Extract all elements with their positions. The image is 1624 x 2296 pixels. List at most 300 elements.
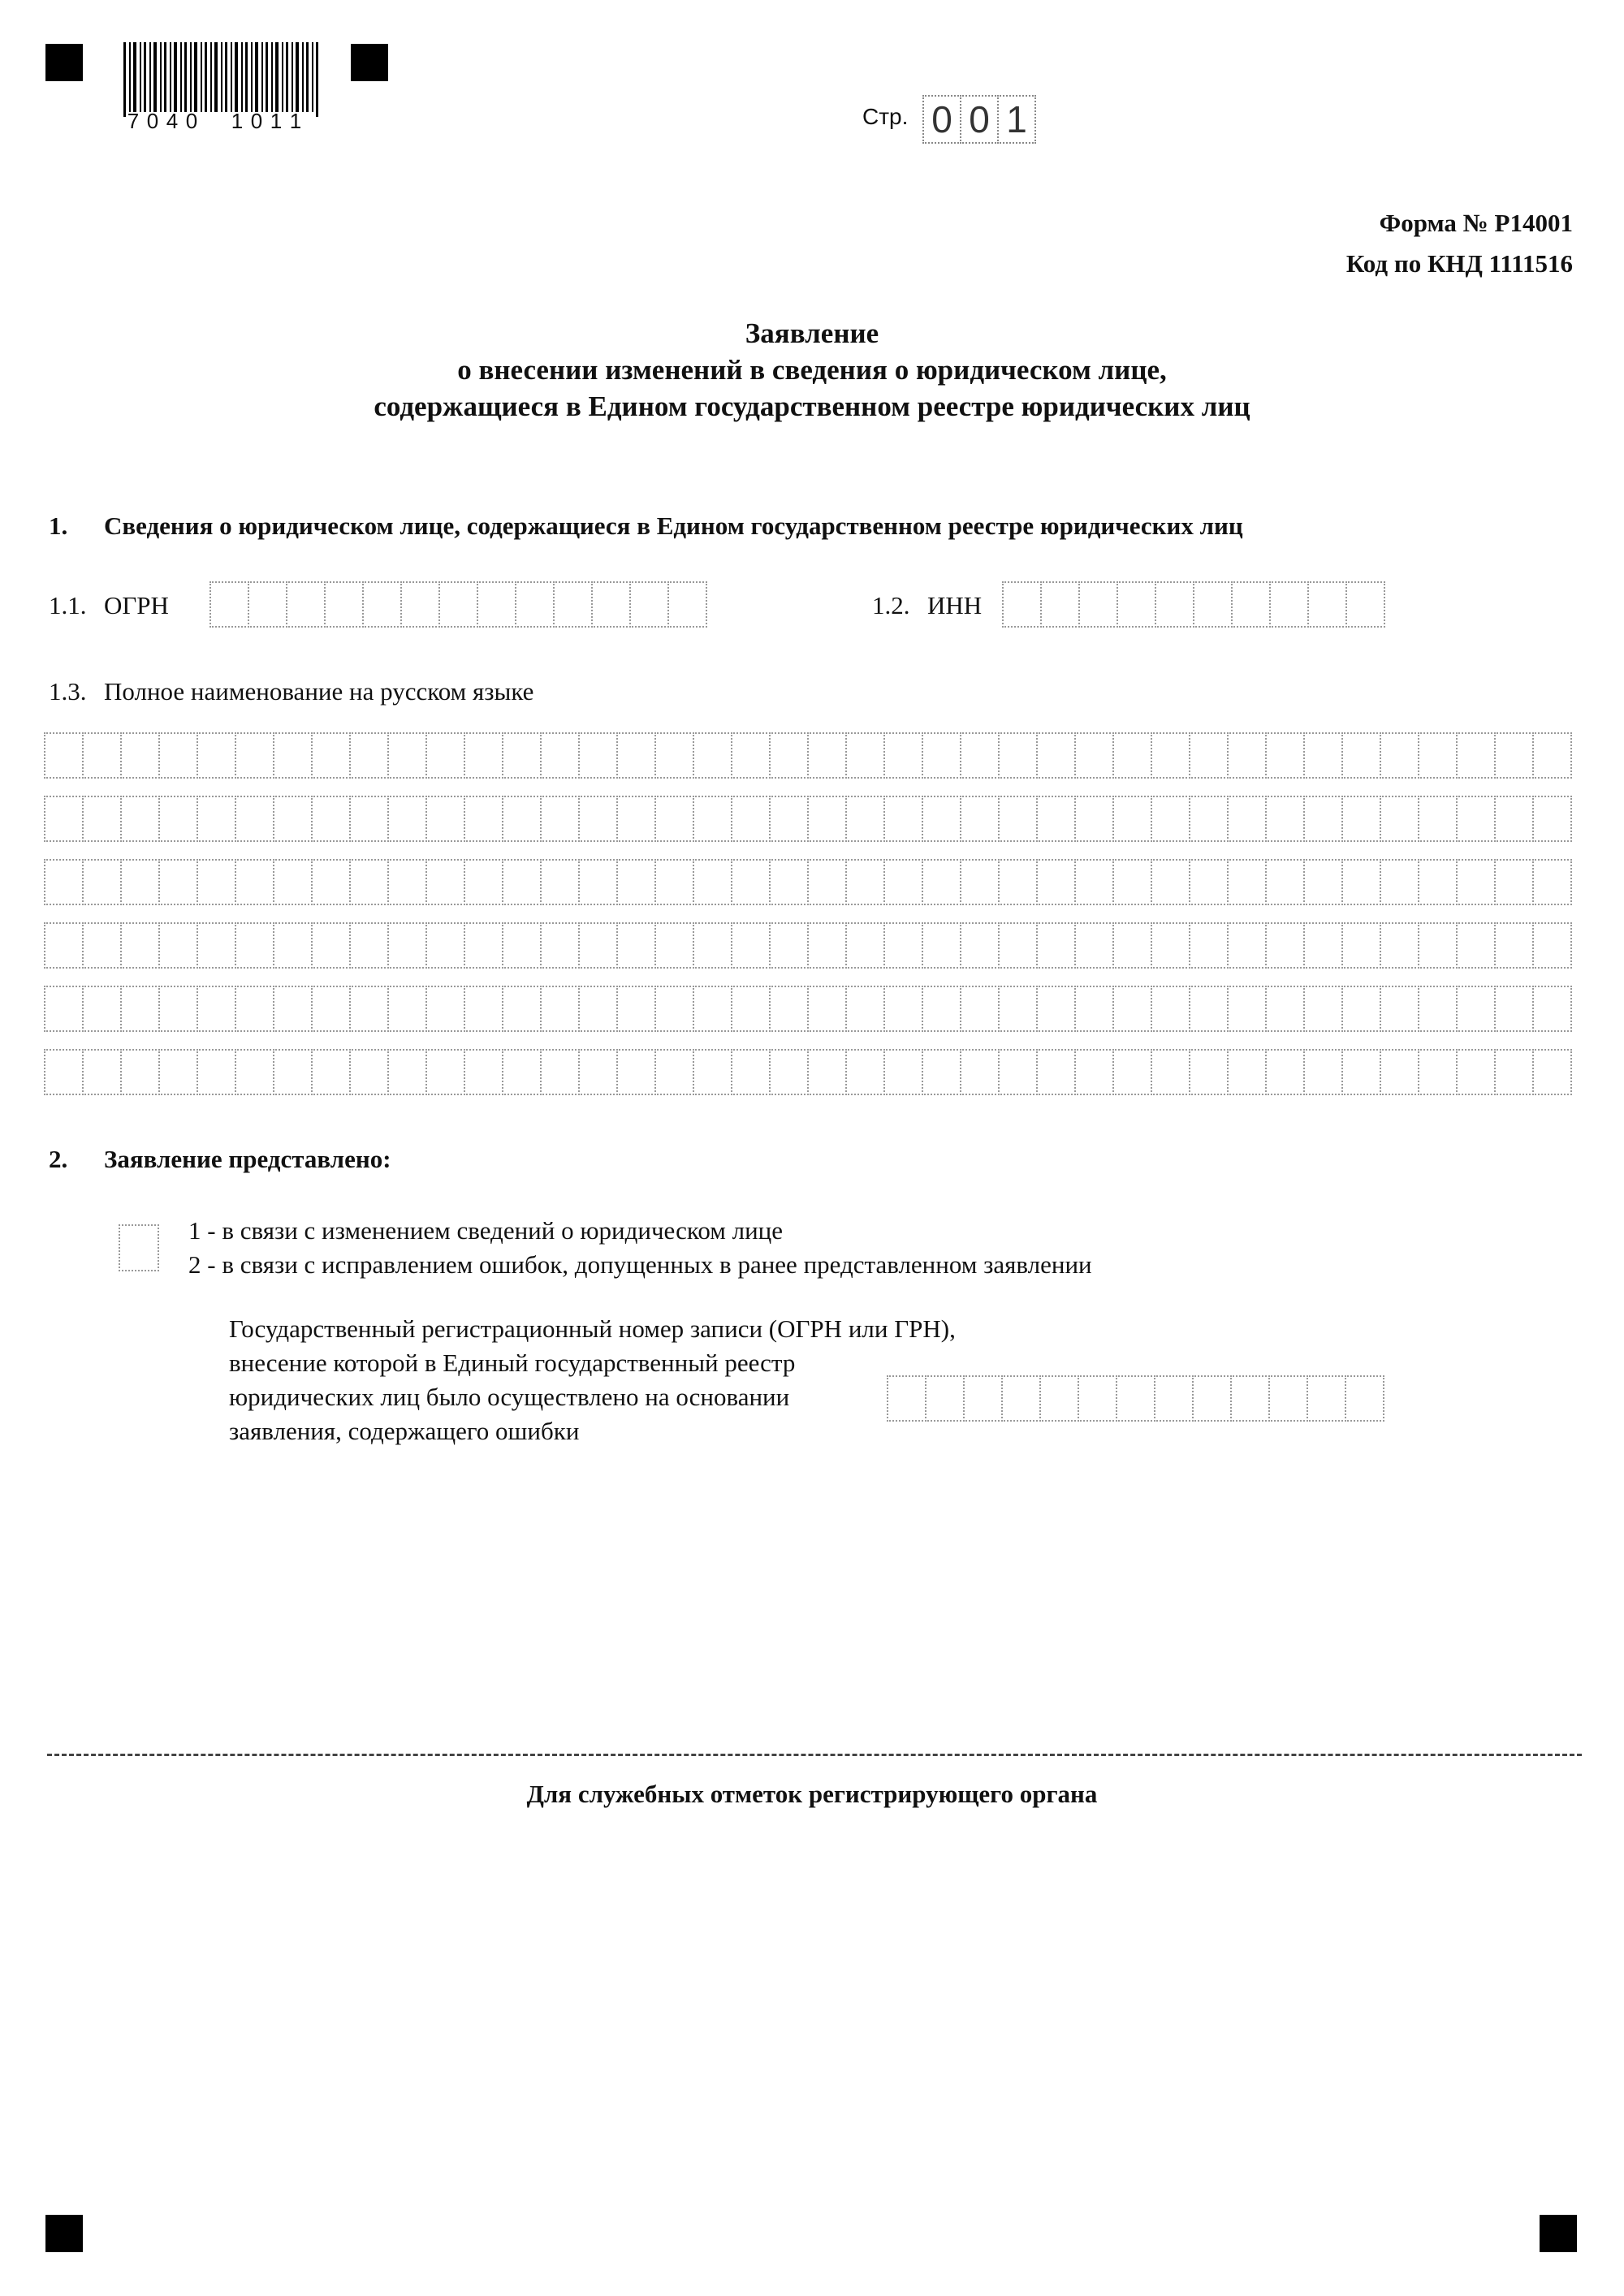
ogrn-cell[interactable] <box>629 581 669 628</box>
full-name-cell[interactable] <box>1532 922 1572 969</box>
ogrn-cell[interactable] <box>591 581 631 628</box>
full-name-cell[interactable] <box>158 732 198 779</box>
full-name-cell[interactable] <box>807 796 847 842</box>
full-name-cell[interactable] <box>235 796 274 842</box>
full-name-cell[interactable] <box>654 922 694 969</box>
full-name-cell[interactable] <box>998 732 1038 779</box>
full-name-cell[interactable] <box>425 859 465 905</box>
full-name-cell[interactable] <box>349 859 389 905</box>
ogrn-cell[interactable] <box>553 581 593 628</box>
full-name-cell[interactable] <box>807 1049 847 1095</box>
full-name-cell[interactable] <box>1227 796 1267 842</box>
full-name-cell[interactable] <box>464 859 503 905</box>
full-name-cell[interactable] <box>1380 732 1419 779</box>
full-name-cell[interactable] <box>387 732 427 779</box>
inn-cell[interactable] <box>1155 581 1194 628</box>
full-name-cell[interactable] <box>387 1049 427 1095</box>
full-name-cell[interactable] <box>1456 859 1496 905</box>
full-name-cell[interactable] <box>540 796 580 842</box>
section-1-heading: Сведения о юридическом лице, содержащиеся в Едином государственном реестре юридических лиц <box>104 511 1243 540</box>
ogrn-cell[interactable] <box>477 581 516 628</box>
full-name-cell[interactable] <box>922 1049 961 1095</box>
inn-cell[interactable] <box>1345 581 1385 628</box>
full-name-cell[interactable] <box>1380 859 1419 905</box>
full-name-cell[interactable] <box>1341 986 1381 1032</box>
full-name-cell[interactable] <box>1189 986 1229 1032</box>
full-name-cell[interactable] <box>1189 732 1229 779</box>
full-name-cell[interactable] <box>502 1049 542 1095</box>
full-name-cell[interactable] <box>1227 1049 1267 1095</box>
full-name-cell[interactable] <box>1456 1049 1496 1095</box>
full-name-cell[interactable] <box>349 732 389 779</box>
page-number-cells <box>922 95 1034 144</box>
grn-cell[interactable] <box>1078 1375 1117 1422</box>
ogrn-cell[interactable] <box>248 581 287 628</box>
full-name-cell[interactable] <box>922 796 961 842</box>
full-name-cell[interactable] <box>387 859 427 905</box>
full-name-cell[interactable] <box>1418 922 1458 969</box>
barcode-digit: 0 <box>185 109 198 133</box>
full-name-cell[interactable] <box>425 922 465 969</box>
full-name-cell[interactable] <box>693 732 732 779</box>
full-name-cell[interactable] <box>1265 922 1305 969</box>
full-name-cell[interactable] <box>1112 1049 1152 1095</box>
full-name-cell[interactable] <box>616 986 656 1032</box>
grn-cell[interactable] <box>925 1375 965 1422</box>
full-name-cell[interactable] <box>349 1049 389 1095</box>
full-name-label: Полное наименование на русском языке <box>104 677 534 706</box>
full-name-cell[interactable] <box>922 859 961 905</box>
full-name-cell[interactable] <box>1151 732 1190 779</box>
full-name-cell[interactable] <box>960 796 1000 842</box>
full-name-cell[interactable] <box>1532 859 1572 905</box>
full-name-row[interactable] <box>44 796 1570 842</box>
full-name-cell[interactable] <box>120 986 160 1032</box>
ogrn-cell[interactable] <box>667 581 707 628</box>
full-name-cell[interactable] <box>158 986 198 1032</box>
ogrn-input-cells[interactable] <box>209 581 706 628</box>
full-name-cell[interactable] <box>273 986 313 1032</box>
full-name-cell[interactable] <box>1341 1049 1381 1095</box>
full-name-cell[interactable] <box>883 986 923 1032</box>
full-name-cell[interactable] <box>1112 986 1152 1032</box>
full-name-cell[interactable] <box>731 1049 771 1095</box>
full-name-cell[interactable] <box>540 732 580 779</box>
full-name-cell[interactable] <box>616 922 656 969</box>
full-name-cell[interactable] <box>807 859 847 905</box>
full-name-row[interactable] <box>44 732 1570 779</box>
full-name-cell[interactable] <box>1303 732 1343 779</box>
full-name-cell[interactable] <box>44 1049 84 1095</box>
full-name-cell[interactable] <box>235 732 274 779</box>
full-name-cell[interactable] <box>44 796 84 842</box>
full-name-cell[interactable] <box>540 859 580 905</box>
full-name-cell[interactable] <box>922 922 961 969</box>
full-name-cell[interactable] <box>1036 986 1076 1032</box>
full-name-cell[interactable] <box>1036 922 1076 969</box>
full-name-cell[interactable] <box>998 859 1038 905</box>
full-name-cell[interactable] <box>311 986 351 1032</box>
full-name-cell[interactable] <box>1303 922 1343 969</box>
full-name-cell[interactable] <box>1456 986 1496 1032</box>
full-name-row[interactable] <box>44 922 1570 969</box>
full-name-cell[interactable] <box>235 986 274 1032</box>
full-name-cell[interactable] <box>387 986 427 1032</box>
full-name-cell[interactable] <box>425 986 465 1032</box>
full-name-cell[interactable] <box>158 796 198 842</box>
full-name-cell[interactable] <box>922 732 961 779</box>
full-name-cell[interactable] <box>1036 859 1076 905</box>
submission-reason-checkbox[interactable] <box>119 1224 159 1271</box>
full-name-cell[interactable] <box>120 922 160 969</box>
full-name-cell[interactable] <box>387 922 427 969</box>
full-name-cell[interactable] <box>845 1049 885 1095</box>
full-name-cell[interactable] <box>883 732 923 779</box>
full-name-cell[interactable] <box>883 922 923 969</box>
inn-cell[interactable] <box>1307 581 1347 628</box>
full-name-cell[interactable] <box>1494 986 1534 1032</box>
full-name-cell[interactable] <box>845 859 885 905</box>
full-name-cell[interactable] <box>1189 796 1229 842</box>
inn-input-cells[interactable] <box>1002 581 1384 628</box>
grn-cell[interactable] <box>1116 1375 1155 1422</box>
full-name-cell[interactable] <box>769 922 809 969</box>
grn-input-cells[interactable] <box>887 1375 1383 1422</box>
full-name-cell[interactable] <box>845 922 885 969</box>
full-name-cell[interactable] <box>731 732 771 779</box>
full-name-cell[interactable] <box>1189 1049 1229 1095</box>
full-name-cell[interactable] <box>1036 796 1076 842</box>
full-name-cell[interactable] <box>44 859 84 905</box>
full-name-cell[interactable] <box>120 859 160 905</box>
full-name-cell[interactable] <box>845 732 885 779</box>
inn-cell[interactable] <box>1231 581 1271 628</box>
full-name-cell[interactable] <box>1303 1049 1343 1095</box>
full-name-cell[interactable] <box>1227 859 1267 905</box>
ogrn-number: 1.1. <box>49 591 87 619</box>
full-name-cell[interactable] <box>82 1049 122 1095</box>
full-name-cell[interactable] <box>1494 922 1534 969</box>
full-name-cell[interactable] <box>731 796 771 842</box>
full-name-cell[interactable] <box>1189 922 1229 969</box>
full-name-cell[interactable] <box>197 922 236 969</box>
full-name-cell[interactable] <box>387 796 427 842</box>
reason-option-2: 2 - в связи с исправлением ошибок, допущенных в ранее представленном заявлении <box>188 1250 1092 1279</box>
full-name-cell[interactable] <box>311 859 351 905</box>
full-name-cell[interactable] <box>616 732 656 779</box>
full-name-cell[interactable] <box>998 922 1038 969</box>
full-name-cell[interactable] <box>1494 1049 1534 1095</box>
full-name-cell[interactable] <box>1418 732 1458 779</box>
full-name-cell[interactable] <box>1380 986 1419 1032</box>
full-name-cell[interactable] <box>273 859 313 905</box>
grn-cell[interactable] <box>1001 1375 1041 1422</box>
full-name-cell[interactable] <box>1418 796 1458 842</box>
full-name-cell[interactable] <box>425 732 465 779</box>
full-name-cell[interactable] <box>1494 796 1534 842</box>
full-name-cell[interactable] <box>807 986 847 1032</box>
full-name-cell[interactable] <box>235 1049 274 1095</box>
inn-cell[interactable] <box>1269 581 1309 628</box>
full-name-cell[interactable] <box>1151 1049 1190 1095</box>
title-line-1: Заявление <box>745 317 879 349</box>
full-name-cell[interactable] <box>1265 796 1305 842</box>
full-name-cell[interactable] <box>845 796 885 842</box>
full-name-cell[interactable] <box>960 732 1000 779</box>
full-name-cell[interactable] <box>197 732 236 779</box>
full-name-cell[interactable] <box>654 859 694 905</box>
full-name-cell[interactable] <box>1418 859 1458 905</box>
full-name-cell[interactable] <box>960 986 1000 1032</box>
full-name-cell[interactable] <box>1112 796 1152 842</box>
page-number-label: Стр. <box>862 104 909 129</box>
grn-cell[interactable] <box>1039 1375 1079 1422</box>
full-name-cell[interactable] <box>273 1049 313 1095</box>
full-name-cell[interactable] <box>1074 796 1114 842</box>
inn-cell[interactable] <box>1002 581 1042 628</box>
grn-cell[interactable] <box>887 1375 926 1422</box>
full-name-cell[interactable] <box>197 986 236 1032</box>
full-name-cell[interactable] <box>1418 1049 1458 1095</box>
full-name-cell[interactable] <box>540 922 580 969</box>
full-name-cell[interactable] <box>1494 732 1534 779</box>
full-name-cell[interactable] <box>1380 1049 1419 1095</box>
cut-line-divider <box>47 1754 1582 1756</box>
full-name-cell[interactable] <box>1303 859 1343 905</box>
full-name-cell[interactable] <box>502 859 542 905</box>
full-name-cell[interactable] <box>1074 986 1114 1032</box>
full-name-cell[interactable] <box>1494 859 1534 905</box>
full-name-row[interactable] <box>44 986 1570 1032</box>
full-name-cell[interactable] <box>1074 922 1114 969</box>
full-name-cell[interactable] <box>769 796 809 842</box>
full-name-cell[interactable] <box>998 986 1038 1032</box>
full-name-cell[interactable] <box>769 859 809 905</box>
full-name-cell[interactable] <box>82 922 122 969</box>
full-name-cell[interactable] <box>235 922 274 969</box>
full-name-cell[interactable] <box>82 732 122 779</box>
full-name-cell[interactable] <box>845 986 885 1032</box>
grn-cell[interactable] <box>1192 1375 1232 1422</box>
full-name-cell[interactable] <box>731 859 771 905</box>
full-name-cell[interactable] <box>693 859 732 905</box>
full-name-cell[interactable] <box>578 1049 618 1095</box>
inn-cell[interactable] <box>1078 581 1118 628</box>
full-name-cell[interactable] <box>1227 986 1267 1032</box>
full-name-cell[interactable] <box>616 859 656 905</box>
full-name-cell[interactable] <box>960 859 1000 905</box>
grn-cell[interactable] <box>1307 1375 1346 1422</box>
full-name-cell[interactable] <box>654 796 694 842</box>
full-name-cell[interactable] <box>502 796 542 842</box>
section-2-heading: Заявление представлено: <box>104 1145 391 1173</box>
full-name-cell[interactable] <box>1189 859 1229 905</box>
full-name-cell[interactable] <box>654 732 694 779</box>
full-name-cell[interactable] <box>540 1049 580 1095</box>
full-name-cell[interactable] <box>960 922 1000 969</box>
full-name-cell[interactable] <box>616 796 656 842</box>
inn-cell[interactable] <box>1116 581 1156 628</box>
full-name-cell[interactable] <box>1532 986 1572 1032</box>
ogrn-cell[interactable] <box>515 581 555 628</box>
full-name-cell[interactable] <box>731 986 771 1032</box>
inn-cell[interactable] <box>1040 581 1080 628</box>
full-name-cell[interactable] <box>1456 732 1496 779</box>
full-name-cell[interactable] <box>1227 732 1267 779</box>
full-name-cell[interactable] <box>998 1049 1038 1095</box>
full-name-row[interactable] <box>44 859 1570 905</box>
full-name-cell[interactable] <box>464 1049 503 1095</box>
full-name-cell[interactable] <box>44 732 84 779</box>
full-name-cell[interactable] <box>1265 732 1305 779</box>
full-name-cell[interactable] <box>1456 922 1496 969</box>
full-name-cell[interactable] <box>349 796 389 842</box>
full-name-cell[interactable] <box>1112 922 1152 969</box>
full-name-cell[interactable] <box>273 796 313 842</box>
full-name-cell[interactable] <box>654 1049 694 1095</box>
full-name-cell[interactable] <box>1151 922 1190 969</box>
full-name-cell[interactable] <box>311 732 351 779</box>
full-name-cell[interactable] <box>578 732 618 779</box>
full-name-cell[interactable] <box>1532 1049 1572 1095</box>
full-name-cell[interactable] <box>1151 859 1190 905</box>
full-name-cell[interactable] <box>1380 922 1419 969</box>
full-name-cell[interactable] <box>1265 1049 1305 1095</box>
full-name-cell[interactable] <box>1227 922 1267 969</box>
full-name-cell[interactable] <box>1341 859 1381 905</box>
full-name-cell[interactable] <box>120 1049 160 1095</box>
full-name-cell[interactable] <box>578 859 618 905</box>
full-name-cell[interactable] <box>998 796 1038 842</box>
full-name-cell[interactable] <box>1532 732 1572 779</box>
full-name-cell[interactable] <box>654 986 694 1032</box>
full-name-cell[interactable] <box>693 796 732 842</box>
full-name-cell[interactable] <box>769 732 809 779</box>
full-name-cell[interactable] <box>464 986 503 1032</box>
full-name-cell[interactable] <box>1341 922 1381 969</box>
grn-cell[interactable] <box>1154 1375 1194 1422</box>
full-name-cell[interactable] <box>540 986 580 1032</box>
full-name-cell[interactable] <box>44 922 84 969</box>
full-name-cell[interactable] <box>464 732 503 779</box>
barcode-digit: 0 <box>250 109 263 133</box>
form-knd-code: Код по КНД 1111516 <box>1345 249 1573 278</box>
full-name-cell[interactable] <box>197 1049 236 1095</box>
full-name-cell[interactable] <box>578 796 618 842</box>
ogrn-cell[interactable] <box>286 581 326 628</box>
full-name-cell[interactable] <box>158 859 198 905</box>
full-name-cell[interactable] <box>502 732 542 779</box>
full-name-cell[interactable] <box>693 986 732 1032</box>
full-name-cell[interactable] <box>1380 796 1419 842</box>
full-name-cell[interactable] <box>1074 1049 1114 1095</box>
grn-cell[interactable] <box>1268 1375 1308 1422</box>
full-name-cell[interactable] <box>197 859 236 905</box>
full-name-cell[interactable] <box>578 922 618 969</box>
ogrn-cell[interactable] <box>400 581 440 628</box>
full-name-cell[interactable] <box>1303 796 1343 842</box>
full-name-cell[interactable] <box>960 1049 1000 1095</box>
full-name-cell[interactable] <box>44 986 84 1032</box>
full-name-cell[interactable] <box>1341 796 1381 842</box>
full-name-cell[interactable] <box>311 796 351 842</box>
full-name-cell[interactable] <box>120 796 160 842</box>
full-name-cell[interactable] <box>807 922 847 969</box>
full-name-cell[interactable] <box>235 859 274 905</box>
full-name-cell[interactable] <box>1112 732 1152 779</box>
full-name-cell[interactable] <box>883 859 923 905</box>
full-name-cell[interactable] <box>1036 732 1076 779</box>
grn-cell[interactable] <box>963 1375 1003 1422</box>
full-name-cell[interactable] <box>1112 859 1152 905</box>
ogrn-cell[interactable] <box>438 581 478 628</box>
full-name-cell[interactable] <box>273 732 313 779</box>
full-name-cell[interactable] <box>273 922 313 969</box>
full-name-cell[interactable] <box>311 922 351 969</box>
inn-cell[interactable] <box>1193 581 1233 628</box>
full-name-number: 1.3. <box>49 677 87 706</box>
full-name-cell[interactable] <box>464 796 503 842</box>
full-name-cell[interactable] <box>82 986 122 1032</box>
full-name-cell[interactable] <box>731 922 771 969</box>
full-name-cell[interactable] <box>349 922 389 969</box>
full-name-cell[interactable] <box>311 1049 351 1095</box>
full-name-cell[interactable] <box>1151 796 1190 842</box>
full-name-cell[interactable] <box>425 796 465 842</box>
full-name-cell[interactable] <box>158 922 198 969</box>
full-name-cell[interactable] <box>1418 986 1458 1032</box>
full-name-cell[interactable] <box>769 986 809 1032</box>
full-name-row[interactable] <box>44 1049 1570 1095</box>
full-name-cell[interactable] <box>1303 986 1343 1032</box>
full-name-cell[interactable] <box>1265 986 1305 1032</box>
full-name-cell[interactable] <box>1151 986 1190 1032</box>
full-name-cell[interactable] <box>883 1049 923 1095</box>
full-name-cell[interactable] <box>425 1049 465 1095</box>
full-name-cell[interactable] <box>578 986 618 1032</box>
ogrn-cell[interactable] <box>209 581 249 628</box>
grn-cell[interactable] <box>1345 1375 1384 1422</box>
full-name-cell[interactable] <box>769 1049 809 1095</box>
full-name-cell[interactable] <box>1341 732 1381 779</box>
full-name-cell[interactable] <box>120 732 160 779</box>
full-name-cell[interactable] <box>1074 732 1114 779</box>
full-name-cell[interactable] <box>922 986 961 1032</box>
full-name-cell[interactable] <box>82 859 122 905</box>
full-name-cell[interactable] <box>616 1049 656 1095</box>
full-name-cell[interactable] <box>1074 859 1114 905</box>
full-name-cell[interactable] <box>197 796 236 842</box>
full-name-cell[interactable] <box>1265 859 1305 905</box>
full-name-cell[interactable] <box>693 1049 732 1095</box>
full-name-cell[interactable] <box>82 796 122 842</box>
full-name-cell[interactable] <box>349 986 389 1032</box>
full-name-cell[interactable] <box>1532 796 1572 842</box>
full-name-cell[interactable] <box>502 922 542 969</box>
full-name-cell[interactable] <box>464 922 503 969</box>
full-name-cell[interactable] <box>693 922 732 969</box>
page-digit-cell: 0 <box>922 95 961 144</box>
full-name-cell[interactable] <box>502 986 542 1032</box>
grn-cell[interactable] <box>1230 1375 1270 1422</box>
full-name-cell[interactable] <box>158 1049 198 1095</box>
full-name-cell[interactable] <box>1456 796 1496 842</box>
ogrn-cell[interactable] <box>362 581 402 628</box>
ogrn-cell[interactable] <box>324 581 364 628</box>
full-name-cell[interactable] <box>807 732 847 779</box>
full-name-cell[interactable] <box>883 796 923 842</box>
full-name-cell[interactable] <box>1036 1049 1076 1095</box>
